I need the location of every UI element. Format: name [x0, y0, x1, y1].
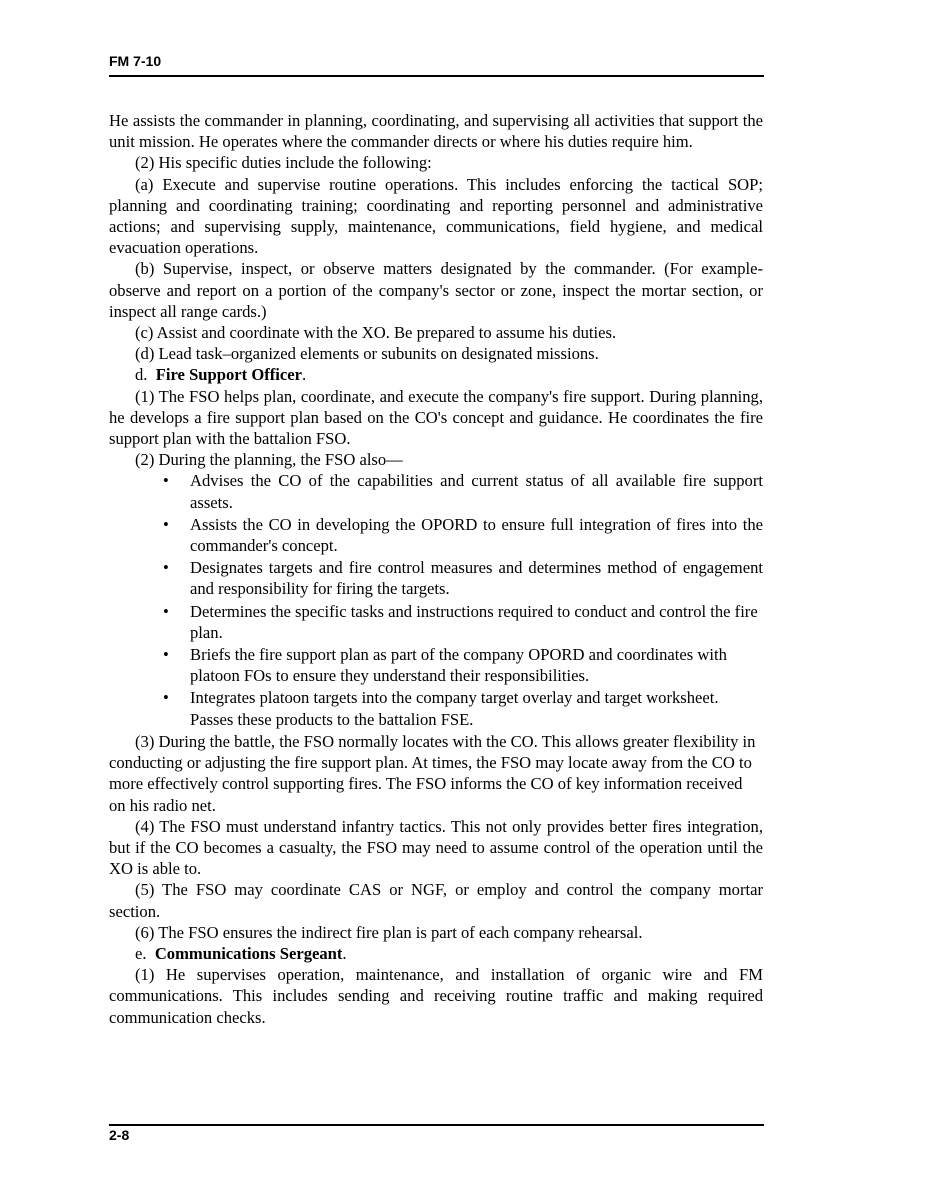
- bullet-icon: •: [163, 558, 169, 578]
- list-item: [163, 644, 763, 686]
- bullet-icon: •: [163, 514, 169, 534]
- list-item-text: Determines the specific tasks and instructions required to conduct and control the fire plan.: [190, 601, 758, 642]
- bullet-icon: •: [163, 601, 169, 621]
- paragraph-fso-5: (5) The FSO may coordinate CAS or NGF, or employ and control the company mortar section.: [109, 880, 763, 921]
- paragraph-duties-2: (2) His specific duties include the following:: [135, 153, 432, 173]
- list-item-text: Assists the CO in developing the OPORD to ensure full integration of fires into the commander's concept.: [190, 514, 763, 556]
- paragraph-fso-3: (3) During the battle, the FSO normally locates with the CO. This allows greater flexibility in conducting or adjusting the fire support plan. At times, the FSO may locate away from the CO to more effectively control supporting fires. The FSO informs the CO of key information received on his radio net.: [109, 731, 756, 815]
- list-item-text: Designates targets and fire control measures and determines method of engagement and responsibility for firing the targets.: [190, 558, 763, 599]
- paragraph-fso-4: (4) The FSO must understand infantry tactics. This not only provides better fires integration, but if the CO becomes a casualty, the FSO may need to assume control of the operation until the XO is able to.: [109, 816, 763, 879]
- section-label-e: e.: [135, 943, 147, 963]
- section-heading-fso: d. Fire Support Officer.: [135, 365, 307, 385]
- running-header: FM 7-10: [109, 53, 162, 69]
- list-item: [163, 514, 763, 556]
- paragraph-fso-6: (6) The FSO ensures the indirect fire plan is part of each company rehearsal.: [135, 922, 643, 942]
- section-label-d: d.: [135, 365, 148, 385]
- list-item-text: Integrates platoon targets into the company target overlay and target worksheet. Passes these products to the battalion FSE.: [190, 688, 719, 729]
- bullet-icon: •: [163, 645, 169, 665]
- paragraph-duty-c: (c) Assist and coordinate with the XO. Be prepared to assume his duties.: [135, 323, 617, 343]
- bullet-icon: •: [163, 471, 169, 491]
- section-title-fso: Fire Support Officer: [155, 365, 302, 385]
- fso-bullet-list: [109, 470, 763, 729]
- list-item: [163, 470, 763, 512]
- paragraph-intro: He assists the commander in planning, coordinating, and supervising all activities that support the unit mission. He operates where the commander directs or where his duties require him.: [109, 111, 763, 152]
- paragraph-fso-2: (2) During the planning, the FSO also—: [135, 450, 403, 470]
- paragraph-duty-b: (b) Supervise, inspect, or observe matters designated by the commander. (For example-observe and report on a portion of the company's sector or zone, inspect the mortar section, or inspect all range cards.): [109, 259, 763, 321]
- paragraph-comms-1: (1) He supervises operation, maintenance, and installation of organic wire and FM communications. This includes sending and receiving routine traffic and making required communication checks.: [109, 965, 763, 1027]
- footer-rule: [109, 1124, 764, 1126]
- list-item-text: Advises the CO of the capabilities and current status of all available fire support assets.: [190, 471, 763, 512]
- paragraph-duty-d: (d) Lead task–organized elements or subunits on designated missions.: [135, 344, 599, 364]
- list-item: [163, 601, 763, 643]
- paragraph-duty-a: (a) Execute and supervise routine operations. This includes enforcing the tactical SOP; planning and coordinating training; coordinating and reporting personnel and administrative actions; and supervising supply, maintenance, communications, field hygiene, and medical evacuation operations.: [109, 174, 763, 258]
- header-rule: [109, 75, 764, 77]
- list-item: [163, 557, 763, 599]
- paragraph-fso-1: (1) The FSO helps plan, coordinate, and execute the company's fire support. During planning, he develops a fire support plan based on the CO's concept and guidance. He coordinates the fire support plan with the battalion FSO.: [109, 386, 763, 449]
- section-title-comms: Communications Sergeant: [154, 943, 343, 963]
- list-item-text: Briefs the fire support plan as part of the company OPORD and coordinates with platoon FOs to ensure they understand their responsibilities.: [190, 645, 727, 686]
- section-heading-comms: e. Communications Sergeant.: [135, 943, 347, 963]
- bullet-icon: •: [163, 688, 169, 708]
- body-text: [109, 110, 763, 1028]
- list-item: [163, 687, 763, 729]
- page-number: 2-8: [109, 1127, 130, 1143]
